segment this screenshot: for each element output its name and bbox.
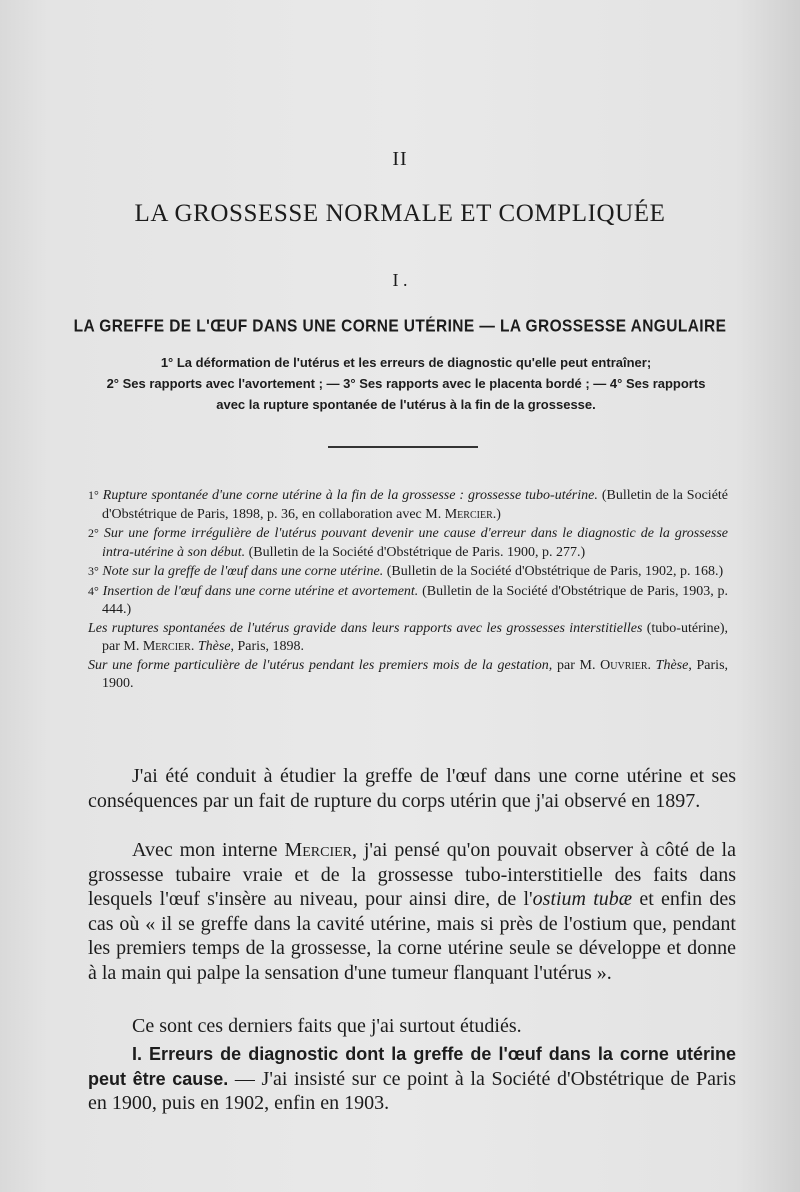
summary-line: 1° La déformation de l'utérus et les erreurs de diagnostic qu'elle peut entraîner; [160,355,652,370]
reference-item [88,486,728,524]
body-paragraph [88,1042,736,1116]
reference-title: Insertion de l'œuf dans une corne utérine et avortement. [102,583,419,599]
reference-item [88,524,728,562]
reference-end: , Paris, 1900. [102,657,729,691]
paragraph-text: et enfin des cas où « il se greffe dans la cavité utérine, mais si près de l'ostium que, pendant les premiers temps de la grossesse, la corne utérine seule se développe et donne à la main qui palpe la sensation d'une tumeur flanquant l'utérus ». [88,888,736,984]
reference-title: Note sur la greffe de l'œuf dans une corne utérine. [102,564,384,579]
bibliography-list [88,486,728,694]
summary-line: avec la rupture spontanée de l'utérus à la fin de la grossesse. [216,397,596,412]
reference-title: Rupture spontanée d'une corne utérine à la fin de la grossesse : grossesse tubo-utérine. [102,488,598,503]
section-divider [328,446,478,448]
paragraph-text: , j'ai pensé qu'on pouvait observer à côté de la grossesse tubaire vraie et de la grossesse tubo-interstitielle des faits dans lesquels l'œuf s'insère au niveau, pour ainsi dire, de l' [88,839,736,910]
thesis-label: Thèse [197,639,231,654]
reference-source: (Bulletin de la Société d'Obstétrique de Paris, 1902, p. 168.) [383,564,724,579]
reference-item [88,562,728,582]
reference-source: (tubo-utérine), par M. [102,620,728,654]
author-name: Mercier [444,506,493,522]
part-title: LA GROSSESSE NORMALE ET COMPLIQUÉE [134,200,666,227]
author-name: Ouvrier [600,657,648,673]
reference-number: 3° [88,564,99,578]
reference-source: (Bulletin de la Société d'Obstétrique de Paris, 1903, p. 444.) [102,583,728,617]
summary-line: 2° Ses rapports avec l'avortement ; — 3° Ses rapports avec le placenta bordé ; — 4° Ses rapports [106,376,706,391]
paragraph-text: Avec mon interne [132,839,285,861]
body-paragraph: Ce sont ces derniers faits que j'ai surtout étudiés. [132,1015,522,1037]
latin-term: ostium tubæ [532,888,633,910]
reference-source: par M. [552,657,601,673]
reference-tail: .) [492,506,501,522]
reference-number: 4° [88,583,99,598]
reference-tail: . [647,657,656,673]
paragraph-text: — J'ai insisté sur ce point à la Société d'Obstétrique de Paris en 1900, puis en 1902, enfin en 1903. [88,1067,736,1114]
subsection-heading: I. Erreurs de diagnostic dont la greffe de l'œuf dans la corne utérine peut être cause. [88,1044,736,1089]
reference-source: (Bulletin de la Société d'Obstétrique de Paris, 1898, p. 36, en collaboration avec M. [102,488,729,522]
chapter-summary [96,352,716,415]
body-paragraph [88,838,736,985]
reference-title: Sur une forme particulière de l'utérus pendant les premiers mois de la gestation, [88,657,553,673]
reference-source: (Bulletin de la Société d'Obstétrique de Paris. 1900, p. 277.) [245,544,586,560]
reference-number: 2° [88,526,99,540]
thesis-label: Thèse [655,657,689,673]
reference-number: 1° [88,488,99,502]
reference-end: , Paris, 1898. [230,639,305,654]
reference-title: Sur une forme irrégulière de l'utérus pouvant devenir une cause d'erreur dans le diagnostic de la grossesse intra-utérine à son début. [102,526,729,560]
chapter-title: LA GREFFE DE L'ŒUF DANS UNE CORNE UTÉRINE — LA GROSSESSE ANGULAIRE [73,316,727,336]
reference-title: Les ruptures spontanées de l'utérus gravide dans leurs rapports avec les grossesses interstitielles [88,620,643,636]
part-number: II [392,148,408,170]
reference-tail: . [190,639,198,654]
reference-item [88,582,728,620]
section-number: I . [392,270,408,290]
author-name: Mercier [142,639,191,654]
author-name: Mercier [284,839,352,861]
body-paragraph: J'ai été conduit à étudier la greffe de l'œuf dans une corne utérine et ses conséquences par un fait de rupture du corps utérin que j'ai observé en 1897. [88,765,736,812]
reference-item [88,657,728,694]
reference-item [88,620,728,657]
